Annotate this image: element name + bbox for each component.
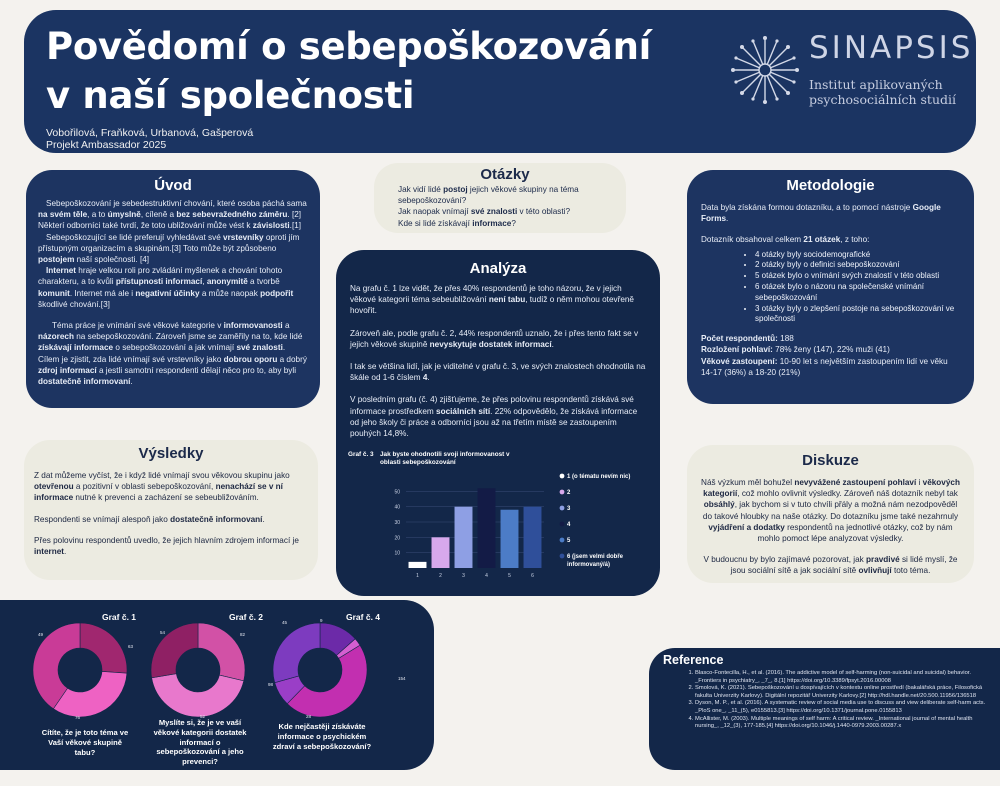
diskuze-paragraph-1: Náš výzkum měl bohužel nevyvážené zastoupení pohlaví i věkových kategorií, což mohlo ovlivnit výsledky. Zároveň náš dotazník nebyl tak obsáhlý, jak bychom si v tuto chvíli přály a možná nám nezodpověděl do takové hloubky na naše otázky. Do dotazníku jsme také nezahrnuly vyjádření a dodatky respondentů na jednotlivé otázky, což by nám mohlo pomoct lépe analyzovat výsledky.	[701, 478, 960, 544]
x-tick-label: 4	[485, 573, 488, 579]
bar-3	[455, 507, 473, 568]
graf-1-question: Cítíte, že je toto téma ve Vaší věkové skupině tabu?	[41, 728, 129, 757]
title-line-2: v naší společnosti	[46, 74, 415, 117]
metodologie-item: • 6 otázek bylo o názoru na společenské vnímání sebepoškozování	[755, 282, 960, 304]
vysledky-panel	[24, 440, 318, 580]
chart-bars	[409, 488, 542, 579]
y-tick-label: 10	[394, 550, 400, 557]
x-tick-label: 1	[416, 573, 419, 579]
donut-slice	[152, 674, 244, 717]
diskuze-paragraph-2: V budoucnu by bylo zajímavé pozorovat, jak pravdivé si lidé myslí, že jsou sociální sítě a jak sociální sítě ovlivňují toto téma.	[703, 555, 958, 576]
donut-slice	[80, 623, 127, 673]
legend-swatch	[560, 554, 565, 559]
g1-label-top: 49	[38, 632, 44, 637]
y-tick-label: 40	[394, 504, 400, 511]
metodologie-paragraph-1: Data byla získána formou dotazníku, a to pomocí nástroje Google Forms.	[701, 203, 941, 224]
legend-label: 2	[567, 490, 571, 496]
g2-label-top: 54	[160, 630, 166, 635]
reference-title: Reference	[663, 653, 724, 667]
authors-block	[46, 127, 253, 151]
question-1: Jak vidí lidé postoj jejich věkové skupiny na téma sebepoškozování?	[398, 185, 579, 206]
otazky-panel	[374, 163, 626, 233]
graf-2-donut	[151, 623, 245, 717]
diskuze-title: Diskuze	[802, 452, 859, 469]
title-line-1: Povědomí o sebepoškozování	[46, 25, 651, 68]
logo-subtitle-line-1: Institut aplikovaných	[809, 77, 943, 92]
x-tick-label: 6	[531, 573, 534, 579]
metodologie-list	[701, 250, 960, 326]
graf-4-title: Graf č. 4	[346, 612, 381, 622]
g3-label-b: 9	[320, 618, 323, 623]
uvod-title: Úvod	[154, 177, 192, 194]
donut-slice	[151, 623, 198, 678]
sinapsis-logo	[729, 30, 974, 120]
legend-swatch	[560, 506, 565, 511]
metodologie-paragraph-2: Dotazník obsahoval celkem 21 otázek, z toho:	[701, 235, 870, 245]
metodologie-item: • 5 otázek bylo o vnímání svých znalostí v této oblasti	[755, 271, 960, 282]
metodologie-panel	[687, 170, 974, 404]
bar-2	[432, 537, 450, 568]
diskuze-panel	[687, 445, 974, 583]
y-tick-label: 30	[394, 520, 400, 526]
graf-2-question: Myslíte si, že je ve vaší věkové kategorii dostatek informací o sebepoškozování a jeho prevenci?	[153, 718, 247, 767]
reference-item[interactable]: 3. Dyson, M. P., et al. (2016). A systematic review of social media use to discuss and view deliberate self-harm acts. _PloS one_, _11_(5), e0155813.[3] https://doi.org/10.1371/journal.pone.0155813	[695, 700, 992, 715]
bar-1	[409, 562, 427, 568]
chart-legend	[560, 474, 631, 568]
reference-panel	[649, 648, 1000, 770]
legend-label: 1 (o tématu nevím nic)	[567, 474, 631, 480]
authors: Vobořilová, Fraňková, Urbanová, Gašperová	[46, 127, 254, 139]
graf-3-bar-chart	[348, 448, 644, 580]
legend-label: 4	[567, 522, 571, 528]
analyza-title: Analýza	[469, 260, 527, 277]
reference-item[interactable]: 4. McAllister, M. (2003). Multiple meanings of self harm: A critical review. _International journal of mental health nursing_, _12_(3), 177-185.[4] https://doi.org/10.1046/j.1440-0979.2003.00287.x	[695, 716, 992, 731]
poster-header	[24, 10, 976, 153]
chart-title: Graf č. 3	[348, 451, 374, 458]
graf-4-donut	[273, 623, 367, 717]
vysledky-paragraph-1: Z dat můžeme vyčíst, že i když lidé vnímají svou věkovou skupinu jako otevřenou a pozitivní v oblasti sebepoškozování, nenachází se v ní informace nutné k prevenci a zacházení se sebeubližováním.	[34, 471, 290, 503]
donut-slice	[273, 623, 320, 683]
g3-label-c: 154	[398, 676, 406, 681]
g3-label-e: 98	[268, 682, 274, 687]
g1-label-right: 63	[128, 644, 134, 649]
y-tick-label: 50	[394, 489, 400, 496]
vysledky-title: Výsledky	[138, 445, 204, 462]
y-tick-label: 20	[394, 535, 400, 542]
x-tick-label: 2	[439, 573, 442, 579]
legend-swatch	[560, 490, 565, 495]
analyza-paragraph-1: Na grafu č. 1 lze vidět, že přes 40% respondentů je toho názoru, že v jejich věkové kategorii téma sebeubližování není tabu, tudíž o něm mohou otevřeně hovořit.	[350, 284, 634, 316]
legend-label: 5	[567, 538, 571, 544]
uvod-paragraph-4: Téma práce je vnímání své věkové kategorie v informovanosti a názorech na sebepoškozování. Zároveň jsme se zaměřily na to, kde lidé získávají informace o sebepoškozování a jak vnímají své znalosti. Cílem je zjistit, zda lidé vnímají své vrstevníky jako dobrou oporu a dobrý zdroj informací a jestli samotní respondenti dělají něco pro to, aby byli dostatečně informovaní.	[38, 321, 307, 387]
uvod-paragraph-2: Sebepoškozující se lidé preferují vyhledávat své vrstevníky oproti jím přístupným organizacím a skupinám.[3] Toto může být způsobeno postojem naší společnosti. [4]	[38, 232, 300, 265]
uvod-paragraph-3: Internet hraje velkou roli pro zvládání myšlenek a chování tohoto charakteru, a to kvůli přístupnosti informací, anonymitě a tvorbě komunit. Internet má ale i negativní účinky a může naopak podpořit škodlivé chování.[3]	[38, 266, 294, 309]
g1-label-bottom: 76	[75, 715, 81, 720]
brain-logo-icon	[729, 34, 801, 106]
vysledky-paragraph-3: Přes polovinu respondentů uvedlo, že jejich hlavním zdrojem informací je internet.	[34, 535, 299, 557]
donut-slice	[53, 671, 126, 717]
analyza-paragraph-4: V posledním grafu (č. 4) zjišťujeme, že přes polovinu respondentů získává své informace prostředkem sociálních sítí. 22% odpovědělo, že získává informace od jeho školy či práce a odborníci jsou až na třetím místě se zastoupením pouhých 14,8%.	[350, 395, 638, 439]
graf-4-question: Kde nejčastěji získáváte informace o psychickém zdraví a sebepoškozování?	[272, 722, 372, 751]
bar-6	[524, 507, 542, 568]
chart-subtitle-line-2: oblasti sebepoškozování	[380, 459, 456, 466]
question-3: Kde si lidé získávají informace?	[398, 218, 516, 228]
donut-slice	[198, 623, 245, 681]
metodologie-title: Metodologie	[786, 177, 875, 194]
logo-subtitle	[809, 77, 956, 107]
grafy-panel	[0, 600, 434, 770]
g2-label-right: 82	[240, 632, 246, 637]
logo-name: SINAPSIS	[809, 30, 974, 66]
question-2: Jak naopak vnímají své znalosti v této oblasti?	[398, 207, 571, 217]
donut-charts	[0, 614, 434, 724]
legend-swatch	[560, 538, 565, 543]
graf-2-title: Graf č. 2	[229, 612, 264, 622]
g2-label-bottom: 52	[200, 714, 206, 719]
legend-swatch	[560, 522, 565, 527]
legend-label: 3	[567, 506, 571, 512]
metodologie-item: • 3 otázky byly o zlepšení postoje na sebepoškozování ve společnosti	[755, 304, 960, 326]
project-name: Projekt Ambassador 2025	[46, 139, 167, 151]
uvod-panel	[26, 170, 320, 408]
otazky-title: Otázky	[480, 166, 530, 183]
otazky-list	[398, 184, 612, 229]
reference-item[interactable]: 1. Blasco-Fontecilla, H., et al. (2016). The addictive model of self-harming (non-suicidal and suicidal) behavior. _Frontiers in psychiatry_, _7_, 8.[1] https://doi.org/10.3389/fpsyt.2016.00008	[695, 670, 992, 685]
graf-1-title: Graf č. 1	[102, 612, 137, 622]
metodologie-stats: Počet respondentů: 188 Rozložení pohlaví: 78% ženy (147), 22% muži (41) Věkové zastoupení: 10-90 let s největším zastoupením lidí ve věku 14-17 (36%) a 18-20 (21%)	[701, 334, 948, 377]
metodologie-item: • 4 otázky byly sociodemografické	[755, 250, 960, 261]
g3-label-d: 28	[306, 714, 312, 719]
g3-label-a: 45	[282, 620, 288, 625]
graf-1-donut	[33, 623, 127, 717]
legend-label: informovaný/á)	[567, 562, 611, 568]
poster-title	[46, 22, 651, 120]
legend-label: 6 (jsem velmi dobře	[567, 554, 624, 560]
analyza-paragraph-2: Zároveň ale, podle grafu č. 2, 44% respondentů uznalo, že i přes tento fakt se v jejich věkové skupině nevyskytuje dostatek informací.	[350, 328, 639, 349]
reference-list	[663, 670, 992, 731]
analyza-paragraph-3: I tak se většina lidí, jak je viditelné v grafu č. 3, ve svých znalostech ohodnotila na škále od 1-6 číslem 4.	[350, 362, 646, 383]
uvod-paragraph-1: Sebepoškozování je sebedestruktivní chování, které osoba páchá sama na svém těle, a to úmyslně, cíleně a bez sebevražedného záměru. [2] Některí odborníci také tvrdí, že toto ubližování může vést k závislosti.[1]	[38, 199, 307, 231]
legend-swatch	[560, 474, 565, 479]
bar-5	[501, 510, 519, 568]
bar-4	[478, 488, 496, 568]
chart-subtitle-line-1: Jak byste ohodnotili svoji informovanost v	[380, 451, 510, 458]
analyza-panel	[336, 250, 660, 596]
reference-item[interactable]: 2. Smolová, K. (2021). Sebepoškozování u dospívajících v kontextu online prostředí (bakalářská práce, Filosofická fakulta Univerzity Karlovy). Digitální repozitář Univerzity Karlovy.[2] http://hdl.handle.net/20.500.11956/136518	[695, 685, 992, 700]
metodologie-item: • 2 otázky byly o definici sebepoškozování	[755, 260, 960, 271]
vysledky-paragraph-2: Respondenti se vnímají alespoň jako dostatečně informovaní.	[34, 514, 265, 524]
x-tick-label: 3	[462, 573, 465, 579]
x-tick-label: 5	[508, 573, 511, 579]
logo-subtitle-line-2: psychosociálních studií	[809, 92, 957, 107]
